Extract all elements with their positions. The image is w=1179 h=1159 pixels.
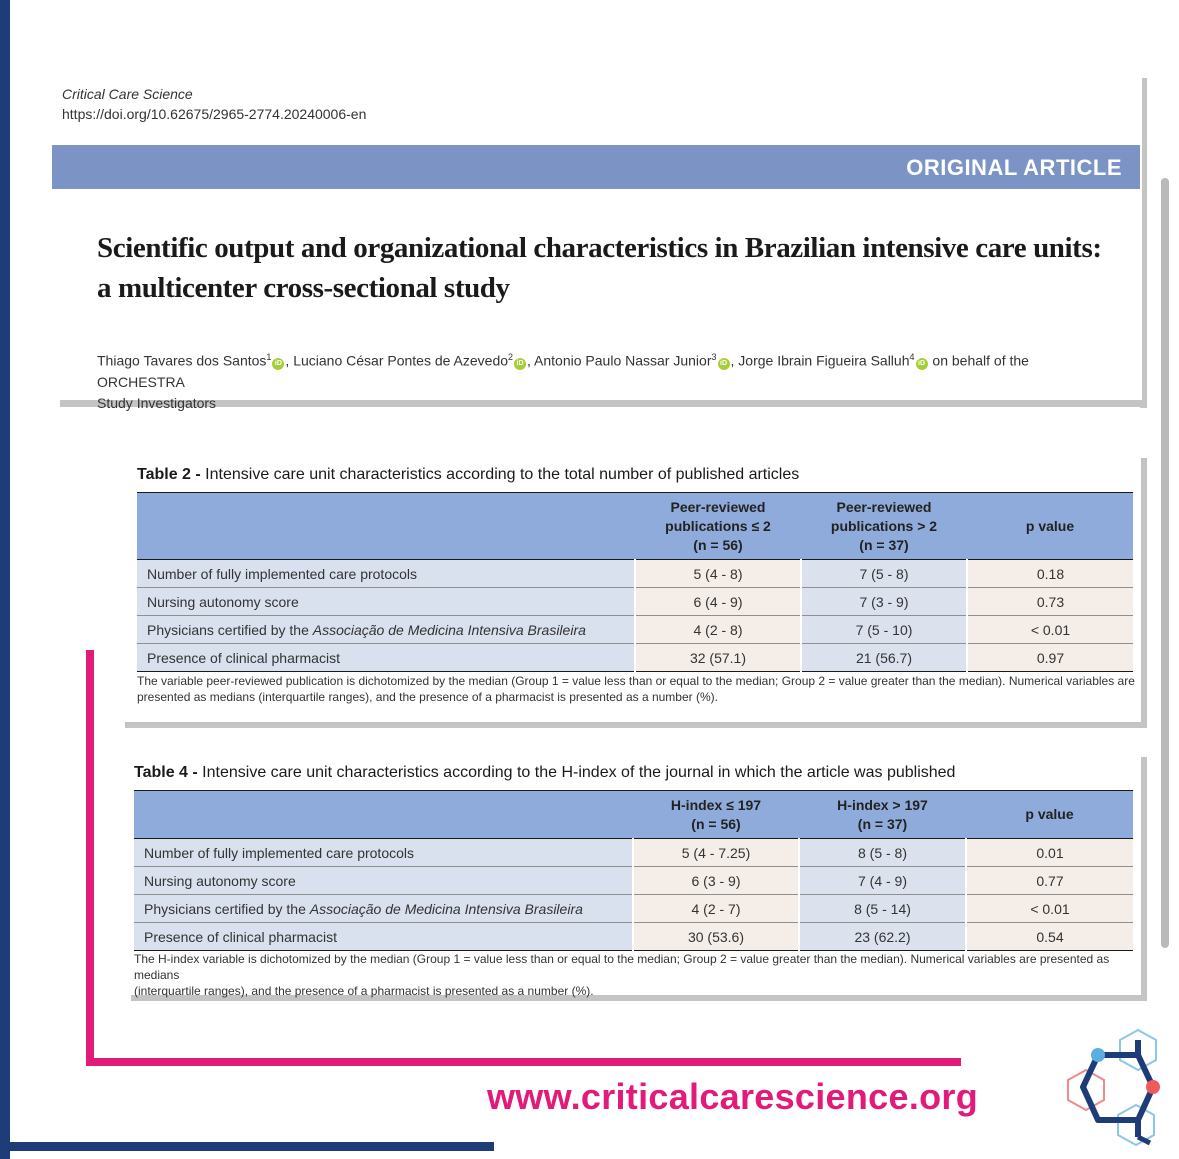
p-value: 0.97 <box>967 644 1133 672</box>
table2-shadow-right <box>1141 458 1147 728</box>
table4-caption-text: Intensive care unit characteristics according to the H-index of the journal in which the article was published <box>202 764 956 781</box>
group1-value: 4 (2 - 8) <box>635 616 801 644</box>
table-row <box>134 839 1133 867</box>
table4-header-group2: H-index > 197 (n = 37) <box>799 791 966 839</box>
group2-value: 23 (62.2) <box>799 923 966 951</box>
table4-caption <box>134 764 955 782</box>
orcid-icon[interactable]: iD <box>718 358 730 370</box>
row-label: Physicians certified by the Associação de Medicina Intensiva Brasileira <box>137 616 635 644</box>
website-link[interactable]: www.criticalcarescience.org <box>487 1076 979 1117</box>
table2-header-group2: Peer-reviewed publications > 2 (n = 37) <box>801 493 967 560</box>
table-row <box>137 588 1133 616</box>
article-title-line-1: Scientific output and organizational characteristics in Brazilian intensive care units: <box>97 232 1102 264</box>
table-row <box>137 560 1133 588</box>
row-label: Number of fully implemented care protocols <box>137 560 635 588</box>
orcid-icon[interactable]: iD <box>514 358 526 370</box>
table2-caption <box>137 466 799 484</box>
table4-header-row <box>134 791 1133 839</box>
author-affiliation: 2 <box>508 352 514 362</box>
table-row <box>134 923 1133 951</box>
author-name: Antonio Paulo Nassar Junior <box>534 352 712 369</box>
group1-value: 4 (2 - 7) <box>633 895 799 923</box>
article-title <box>97 228 1137 308</box>
group2-value: 8 (5 - 14) <box>799 895 966 923</box>
table2-footnote: The variable peer-reviewed publication is dichotomized by the median (Group 1 = value less than or equal to the median; Group 2 = value greater than the median). Numerical variables are presented as medians (interquartile ranges), and the presence of a pharmacist is presented as a number (%). <box>137 674 1135 704</box>
author-affiliation: 4 <box>909 352 915 362</box>
table2-header-pvalue: p value <box>967 493 1133 560</box>
bottom-accent-bar <box>0 1142 494 1151</box>
group2-value: 7 (3 - 9) <box>801 588 967 616</box>
article-title-line-2: a multicenter cross-sectional study <box>97 272 510 304</box>
group1-value: 5 (4 - 7.25) <box>633 839 799 867</box>
author-affiliation: 1 <box>266 352 272 362</box>
p-value: 0.54 <box>966 923 1133 951</box>
table4-footnote: The H-index variable is dichotomized by the median (Group 1 = value less than or equal to the median; Group 2 = value greater than the median). Numerical variables are presented as medians (interquartile ranges), and the presence of a pharmacist is presented as a number (%). <box>134 952 1110 998</box>
p-value: 0.18 <box>967 560 1133 588</box>
group2-value: 7 (5 - 8) <box>801 560 967 588</box>
article-type-band <box>52 145 1140 189</box>
table4-caption-label: Table 4 - <box>134 764 203 781</box>
table2-header-group1: Peer-reviewed publications ≤ 2 (n = 56) <box>635 493 801 560</box>
table4-header-group1: H-index ≤ 197 (n = 56) <box>633 791 799 839</box>
table2-shadow-bottom <box>125 722 1147 728</box>
row-label: Nursing autonomy score <box>137 588 635 616</box>
scrollbar[interactable] <box>1161 178 1169 948</box>
table4 <box>134 790 1133 951</box>
author-name: Thiago Tavares dos Santos <box>97 352 267 369</box>
table2 <box>137 492 1133 672</box>
row-label: Presence of clinical pharmacist <box>134 923 633 951</box>
row-label: Number of fully implemented care protocols <box>134 839 633 867</box>
table-row <box>137 616 1133 644</box>
molecule-logo-icon <box>1058 1025 1178 1155</box>
authors-suffix: on behalf of the ORCHESTRA <box>97 352 1029 390</box>
magenta-frame-horizontal <box>86 1058 961 1066</box>
author-name: Jorge Ibrain Figueira Salluh <box>738 352 910 369</box>
p-value: 0.77 <box>966 867 1133 895</box>
authors-suffix-line-2: Study Investigators <box>97 394 217 411</box>
table4-shadow-right <box>1141 757 1147 1001</box>
p-value: 0.01 <box>966 839 1133 867</box>
table2-header-variable <box>137 493 635 560</box>
group1-value: 6 (3 - 9) <box>633 867 799 895</box>
table4-header-variable <box>134 791 633 839</box>
author-list: Thiago Tavares dos Santos$^1$iD , Luciano César Pontes de Azevedo$^2$iD , Antonio Paulo Nassar Junior$^3$iD , Jorge Ibrain Figueira Salluh$^4$iD on behalf of the ORCHESTRA Study Investigators <box>97 352 1029 411</box>
table4-header-pvalue: p value <box>966 791 1133 839</box>
orcid-icon[interactable]: iD <box>272 358 284 370</box>
table2-caption-label: Table 2 - <box>137 466 206 483</box>
p-value: < 0.01 <box>966 895 1133 923</box>
row-label: Physicians certified by the Associação de Medicina Intensiva Brasileira <box>134 895 633 923</box>
table2-header-row <box>137 493 1133 560</box>
left-accent-bar <box>0 0 10 1159</box>
group2-value: 21 (56.7) <box>801 644 967 672</box>
table-row <box>134 895 1133 923</box>
journal-name: Critical Care Science <box>62 86 193 102</box>
group2-value: 7 (4 - 9) <box>799 867 966 895</box>
group1-value: 32 (57.1) <box>635 644 801 672</box>
p-value: 0.73 <box>967 588 1133 616</box>
group1-value: 5 (4 - 8) <box>635 560 801 588</box>
orcid-icon[interactable]: iD <box>916 358 928 370</box>
table-row <box>134 867 1133 895</box>
group1-value: 6 (4 - 9) <box>635 588 801 616</box>
table2-caption-text: Intensive care unit characteristics according to the total number of published articles <box>205 466 800 483</box>
table-row <box>137 644 1133 672</box>
author-affiliation: 3 <box>711 352 717 362</box>
p-value: < 0.01 <box>967 616 1133 644</box>
author-name: Luciano César Pontes de Azevedo <box>293 352 509 369</box>
doi-link[interactable]: https://doi.org/10.62675/2965-2774.20240006-en <box>62 106 367 122</box>
group1-value: 30 (53.6) <box>633 923 799 951</box>
magenta-frame-vertical <box>86 650 94 1066</box>
group2-value: 8 (5 - 8) <box>799 839 966 867</box>
row-label: Nursing autonomy score <box>134 867 633 895</box>
row-label: Presence of clinical pharmacist <box>137 644 635 672</box>
group2-value: 7 (5 - 10) <box>801 616 967 644</box>
article-type-label: ORIGINAL ARTICLE <box>906 155 1122 180</box>
